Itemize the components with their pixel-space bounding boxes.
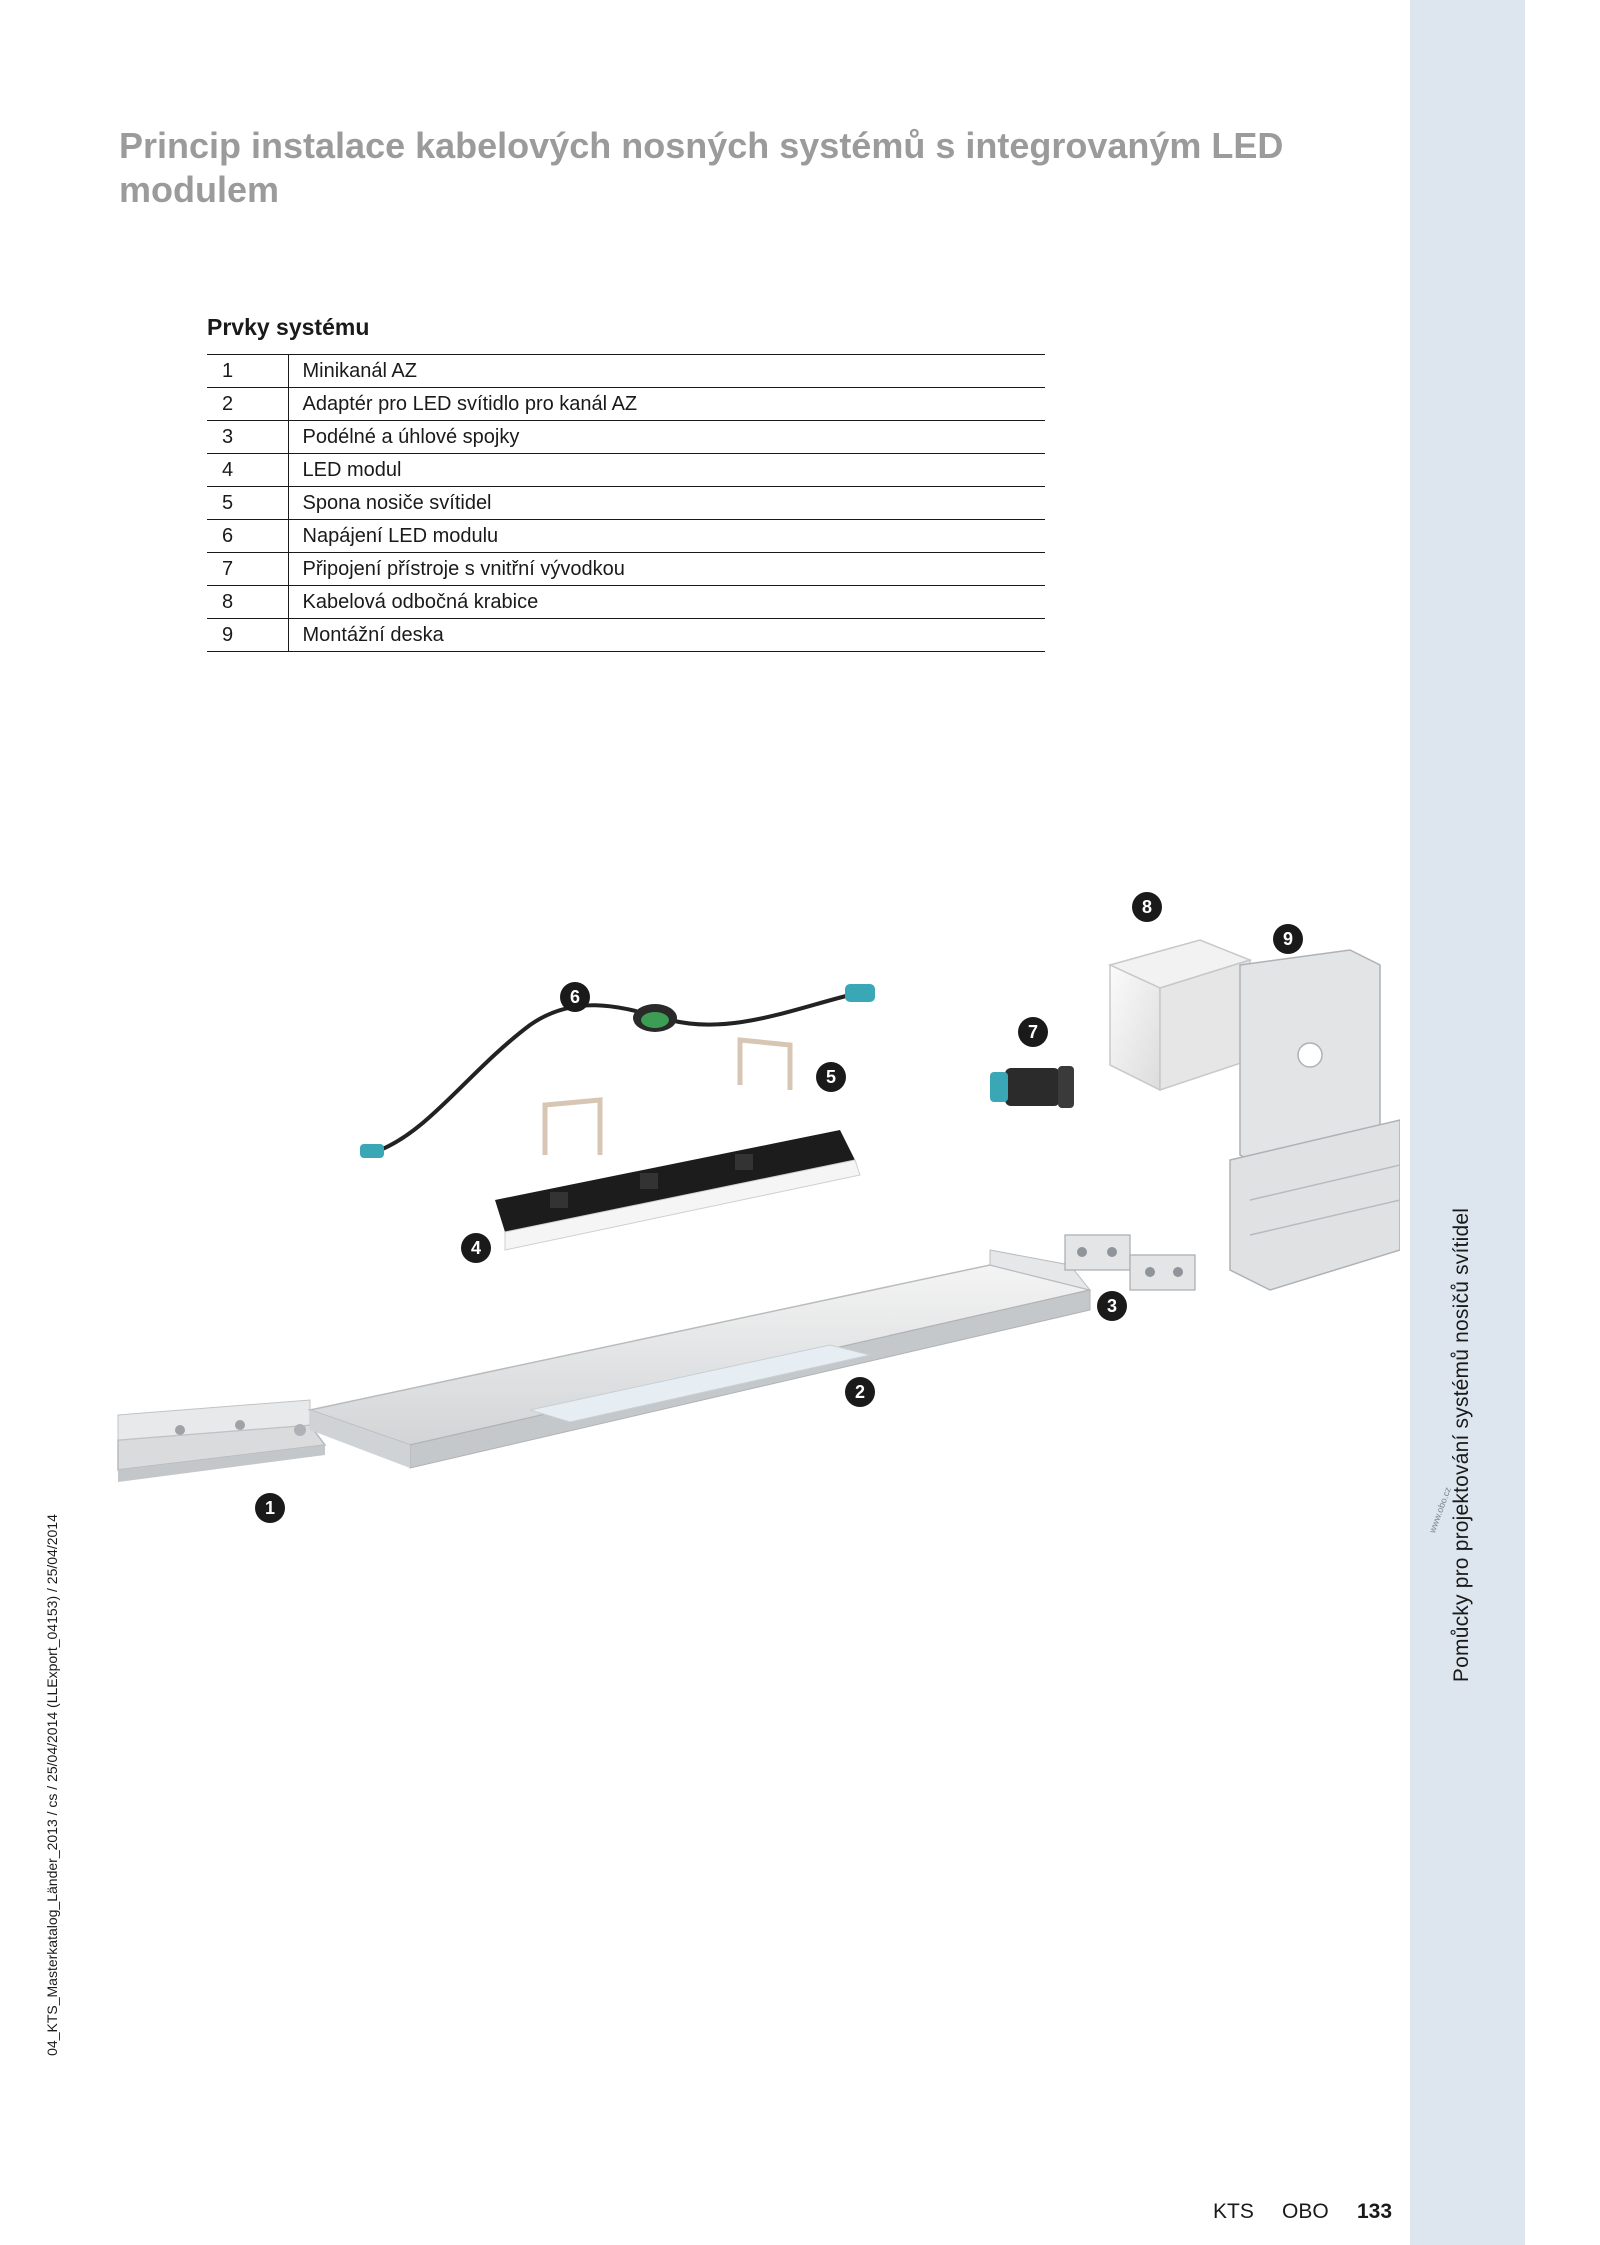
minichannel-az xyxy=(118,1400,325,1482)
part-number: 6 xyxy=(207,520,288,553)
callout-1 xyxy=(255,1493,285,1523)
callout-3-label: 3 xyxy=(1106,1296,1118,1316)
callout-5 xyxy=(816,1062,846,1092)
part-name: Spona nosiče svítidel xyxy=(288,487,1045,520)
part-name: Minikanál AZ xyxy=(288,355,1045,388)
table-row xyxy=(207,586,1045,619)
footer-brand: OBO xyxy=(1282,2200,1329,2223)
part-number: 9 xyxy=(207,619,288,652)
callout-7-label: 7 xyxy=(1027,1022,1039,1042)
section-title: Prvky systému xyxy=(207,314,370,340)
callout-5-label: 5 xyxy=(825,1067,837,1087)
callout-9-label: 9 xyxy=(1282,929,1294,949)
sidebar-watermark: www.obo.cz xyxy=(1427,1485,1453,1535)
table-row xyxy=(207,454,1045,487)
carrier-clips xyxy=(545,1040,790,1155)
parts-table xyxy=(207,354,1045,652)
callout-2-label: 2 xyxy=(854,1382,866,1402)
callout-9 xyxy=(1273,924,1303,954)
table-row xyxy=(207,553,1045,586)
callout-4 xyxy=(461,1233,491,1263)
callout-6-label: 6 xyxy=(569,987,581,1007)
table-row xyxy=(207,355,1045,388)
callout-2 xyxy=(845,1377,875,1407)
callout-8-label: 8 xyxy=(1141,897,1153,917)
sidebar-section-label: Pomůcky pro projektování systémů nosičů svítidel xyxy=(1450,1207,1473,1683)
table-row xyxy=(207,487,1045,520)
callout-3 xyxy=(1097,1291,1127,1321)
part-name: LED modul xyxy=(288,454,1045,487)
part-number: 5 xyxy=(207,487,288,520)
led-module xyxy=(495,1130,860,1250)
sidebar-band xyxy=(1410,0,1525,2245)
connector-set xyxy=(1065,1235,1195,1290)
table-row xyxy=(207,619,1045,652)
part-number: 7 xyxy=(207,553,288,586)
part-name: Adaptér pro LED svítidlo pro kanál AZ xyxy=(288,388,1045,421)
callout-1-label: 1 xyxy=(264,1498,276,1518)
mounting-plate xyxy=(1230,950,1400,1290)
junction-box xyxy=(1110,940,1250,1090)
part-number: 8 xyxy=(207,586,288,619)
part-name: Kabelová odbočná krabice xyxy=(288,586,1045,619)
table-row xyxy=(207,520,1045,553)
part-name: Připojení přístroje s vnitřní vývodkou xyxy=(288,553,1045,586)
part-name: Napájení LED modulu xyxy=(288,520,1045,553)
footer-section: KTS xyxy=(1213,2200,1254,2223)
footer-page-number: 133 xyxy=(1357,2200,1393,2223)
part-name: Montážní deska xyxy=(288,619,1045,652)
device-gland xyxy=(990,1066,1074,1108)
callout-6 xyxy=(560,982,590,1012)
part-number: 1 xyxy=(207,355,288,388)
table-row xyxy=(207,388,1045,421)
callout-7 xyxy=(1018,1017,1048,1047)
callout-8 xyxy=(1132,892,1162,922)
exploded-system-illustration xyxy=(110,870,1400,1590)
part-number: 3 xyxy=(207,421,288,454)
part-name: Podélné a úhlové spojky xyxy=(288,421,1045,454)
part-number: 4 xyxy=(207,454,288,487)
print-job-info: 04_KTS_Masterkatalog_Länder_2013 / cs / 25/04/2014 (LLExport_04153) / 25/04/2014 xyxy=(44,1514,60,2056)
power-cable xyxy=(360,984,875,1158)
page-title: Princip instalace kabelových nosných systémů s integrovaným LED modulem xyxy=(119,125,1284,210)
part-number: 2 xyxy=(207,388,288,421)
table-row xyxy=(207,421,1045,454)
led-adapter-tray xyxy=(310,1250,1090,1468)
callout-4-label: 4 xyxy=(470,1238,482,1258)
